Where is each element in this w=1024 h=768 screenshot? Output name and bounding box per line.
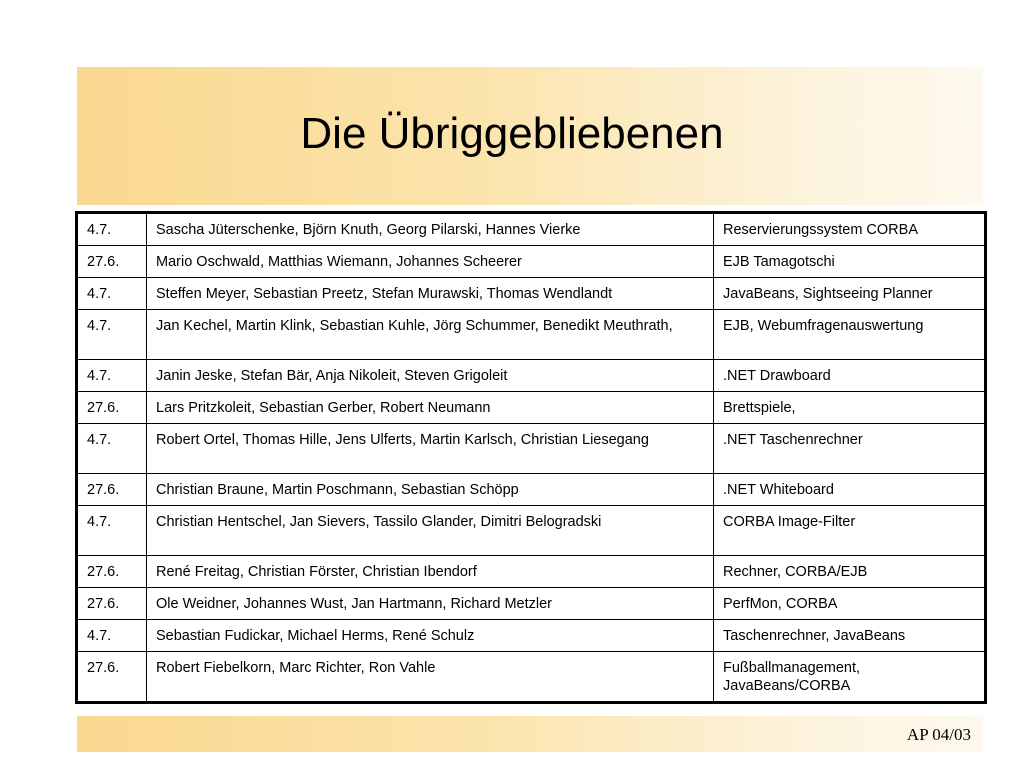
date-cell: 27.6.: [77, 588, 147, 620]
table-row: [77, 474, 986, 506]
names-cell: Mario Oschwald, Matthias Wiemann, Johannes Scheerer: [147, 246, 714, 278]
topic-cell: .NET Taschenrechner: [714, 424, 986, 474]
topic-cell: JavaBeans, Sightseeing Planner: [714, 278, 986, 310]
date-cell: 4.7.: [77, 278, 147, 310]
date-cell: 27.6.: [77, 652, 147, 703]
names-cell: Robert Ortel, Thomas Hille, Jens Ulferts, Martin Karlsch, Christian Liesegang: [147, 424, 714, 474]
footer-band: [77, 716, 983, 752]
date-cell: 27.6.: [77, 392, 147, 424]
schedule-table-body: [77, 213, 986, 703]
topic-cell: Fußballmanagement, JavaBeans/CORBA: [714, 652, 986, 703]
date-cell: 27.6.: [77, 246, 147, 278]
table-row: [77, 360, 986, 392]
names-cell: Christian Hentschel, Jan Sievers, Tassilo Glander, Dimitri Belogradski: [147, 506, 714, 556]
names-cell: Ole Weidner, Johannes Wust, Jan Hartmann, Richard Metzler: [147, 588, 714, 620]
date-cell: 4.7.: [77, 620, 147, 652]
table-row: [77, 310, 986, 360]
names-cell: Janin Jeske, Stefan Bär, Anja Nikoleit, Steven Grigoleit: [147, 360, 714, 392]
date-cell: 4.7.: [77, 506, 147, 556]
table-row: [77, 278, 986, 310]
names-cell: Lars Pritzkoleit, Sebastian Gerber, Robert Neumann: [147, 392, 714, 424]
date-cell: 27.6.: [77, 474, 147, 506]
schedule-table: [75, 211, 987, 704]
topic-cell: Rechner, CORBA/EJB: [714, 556, 986, 588]
topic-cell: EJB, Webumfragenauswertung: [714, 310, 986, 360]
topic-cell: .NET Drawboard: [714, 360, 986, 392]
topic-cell: Brettspiele,: [714, 392, 986, 424]
schedule-table-container: [75, 211, 984, 704]
names-cell: Sascha Jüterschenke, Björn Knuth, Georg Pilarski, Hannes Vierke: [147, 213, 714, 246]
names-cell: Jan Kechel, Martin Klink, Sebastian Kuhle, Jörg Schummer, Benedikt Meuthrath,: [147, 310, 714, 360]
table-row: [77, 556, 986, 588]
date-cell: 4.7.: [77, 310, 147, 360]
names-cell: Steffen Meyer, Sebastian Preetz, Stefan Murawski, Thomas Wendlandt: [147, 278, 714, 310]
footer-label: AP 04/03: [906, 725, 971, 744]
date-cell: 4.7.: [77, 424, 147, 474]
topic-cell: Taschenrechner, JavaBeans: [714, 620, 986, 652]
table-row: [77, 392, 986, 424]
topic-cell: CORBA Image-Filter: [714, 506, 986, 556]
slide-title: Die Übriggebliebenen: [300, 109, 724, 158]
table-row: [77, 246, 986, 278]
names-cell: Robert Fiebelkorn, Marc Richter, Ron Vahle: [147, 652, 714, 703]
names-cell: Christian Braune, Martin Poschmann, Sebastian Schöpp: [147, 474, 714, 506]
table-row: [77, 424, 986, 474]
names-cell: Sebastian Fudickar, Michael Herms, René Schulz: [147, 620, 714, 652]
topic-cell: .NET Whiteboard: [714, 474, 986, 506]
topic-cell: PerfMon, CORBA: [714, 588, 986, 620]
table-row: [77, 652, 986, 703]
topic-cell: EJB Tamagotschi: [714, 246, 986, 278]
table-row: [77, 213, 986, 246]
table-row: [77, 588, 986, 620]
date-cell: 4.7.: [77, 213, 147, 246]
table-row: [77, 620, 986, 652]
table-row: [77, 506, 986, 556]
date-cell: 27.6.: [77, 556, 147, 588]
names-cell: René Freitag, Christian Förster, Christian Ibendorf: [147, 556, 714, 588]
date-cell: 4.7.: [77, 360, 147, 392]
topic-cell: Reservierungssystem CORBA: [714, 213, 986, 246]
